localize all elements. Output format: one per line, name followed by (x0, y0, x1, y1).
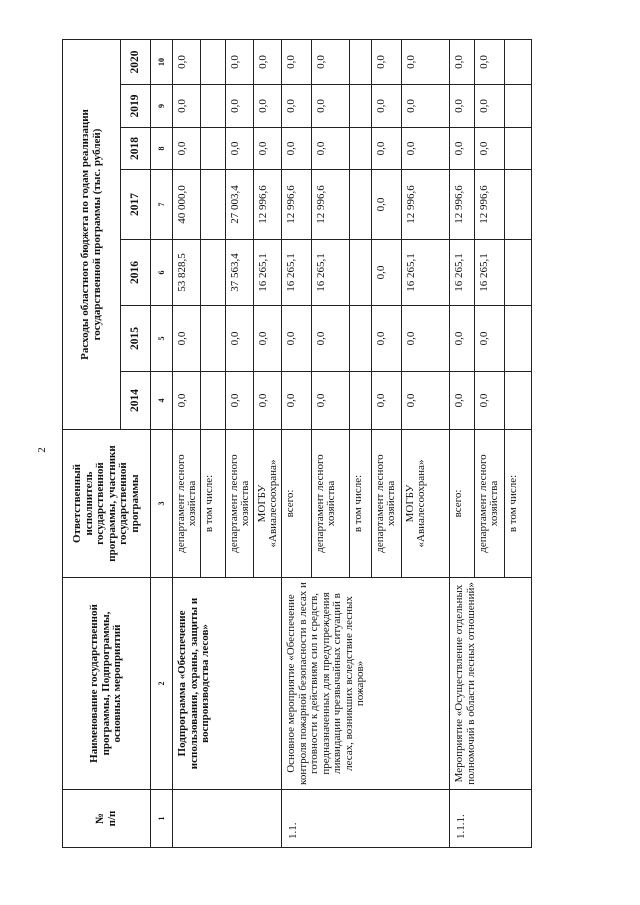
value-2017: 12 996,6 (402, 170, 450, 240)
value-2019 (201, 85, 226, 128)
executor-cell: департамент лесного хозяйства (372, 430, 402, 578)
value-2019 (350, 85, 372, 128)
executor-cell: МОГБУ «Авиалесоохрана» (402, 430, 450, 578)
executor-cell: департамент лесного хозяйства (312, 430, 350, 578)
value-2019: 0,0 (475, 85, 505, 128)
value-2014: 0,0 (282, 372, 312, 430)
value-2015: 0,0 (226, 306, 254, 372)
value-2020: 0,0 (372, 39, 402, 84)
column-number: 8 (151, 128, 173, 170)
value-2015: 0,0 (475, 306, 505, 372)
value-2019: 0,0 (173, 85, 201, 128)
column-number: 4 (151, 372, 173, 430)
value-2015: 0,0 (254, 306, 282, 372)
value-2016: 16 265,1 (254, 240, 282, 306)
header-executor: Ответственный исполнитель государственной программы, участники государственной программы (63, 430, 151, 578)
value-2016: 16 265,1 (475, 240, 505, 306)
value-2016: 16 265,1 (312, 240, 350, 306)
value-2017: 27 003,4 (226, 170, 254, 240)
value-2018 (350, 128, 372, 170)
value-2015 (505, 306, 532, 372)
value-2018: 0,0 (173, 128, 201, 170)
value-2016: 16 265,1 (282, 240, 312, 306)
executor-cell: департамент лесного хозяйства (173, 430, 201, 578)
value-2019: 0,0 (402, 85, 450, 128)
value-2014: 0,0 (173, 372, 201, 430)
header-year-2018: 2018 (121, 128, 151, 170)
value-2015: 0,0 (282, 306, 312, 372)
value-2019: 0,0 (312, 85, 350, 128)
value-2014: 0,0 (226, 372, 254, 430)
value-2018: 0,0 (402, 128, 450, 170)
value-2018: 0,0 (282, 128, 312, 170)
header-year-2020: 2020 (121, 39, 151, 84)
value-2020 (201, 39, 226, 84)
column-number: 6 (151, 240, 173, 306)
column-number: 5 (151, 306, 173, 372)
header-expenses: Расходы областного бюджета по годам реализации государственной программы (тыс. рублей) (63, 39, 121, 429)
row-number: 1.1.1. (450, 790, 532, 848)
value-2014: 0,0 (450, 372, 475, 430)
page-number: 2 (36, 447, 48, 453)
value-2016 (505, 240, 532, 306)
value-2020: 0,0 (402, 39, 450, 84)
value-2019 (505, 85, 532, 128)
header-year-2014: 2014 (121, 372, 151, 430)
executor-cell: МОГБУ «Авиалесоохрана» (254, 430, 282, 578)
value-2018: 0,0 (226, 128, 254, 170)
value-2020 (350, 39, 372, 84)
executor-cell: департамент лесного хозяйства (226, 430, 254, 578)
executor-cell: всего: (450, 430, 475, 578)
value-2014 (201, 372, 226, 430)
column-number: 3 (151, 430, 173, 578)
value-2020: 0,0 (173, 39, 201, 84)
header-year-2019: 2019 (121, 85, 151, 128)
value-2017: 12 996,6 (254, 170, 282, 240)
value-2020: 0,0 (312, 39, 350, 84)
value-2018: 0,0 (312, 128, 350, 170)
subprogram-name: Подпрограмма «Обеспечение использования, охраны, защиты и воспроизводства лесов» (173, 578, 282, 790)
value-2015: 0,0 (372, 306, 402, 372)
executor-cell: в том числе: (505, 430, 532, 578)
header-year-2016: 2016 (121, 240, 151, 306)
value-2018: 0,0 (450, 128, 475, 170)
value-2014: 0,0 (372, 372, 402, 430)
value-2020: 0,0 (282, 39, 312, 84)
event-name: Мероприятие «Осуществление отдельных полномочий в области лесных отношений» (450, 578, 532, 790)
value-2014: 0,0 (254, 372, 282, 430)
column-number: 10 (151, 39, 173, 84)
header-number: № п/п (63, 790, 151, 848)
value-2017: 12 996,6 (282, 170, 312, 240)
budget-table (62, 39, 532, 848)
value-2018: 0,0 (475, 128, 505, 170)
header-year-2017: 2017 (121, 170, 151, 240)
value-2016: 16 265,1 (450, 240, 475, 306)
value-2015: 0,0 (173, 306, 201, 372)
row-number: 1.1. (282, 790, 450, 848)
main-event-name: Основное мероприятие «Обеспечение контроля пожарной безопасности в лесах и готовности к действиям сил и средств, предназначенных для предупреждения ликвидации чрезвычайных ситуаций в лесах, возникших вследствие лесных пожаров» (282, 578, 450, 790)
value-2014 (505, 372, 532, 430)
column-number: 7 (151, 170, 173, 240)
value-2016 (350, 240, 372, 306)
value-2016: 0,0 (372, 240, 402, 306)
value-2020: 0,0 (450, 39, 475, 84)
value-2018: 0,0 (254, 128, 282, 170)
header-year-2015: 2015 (121, 306, 151, 372)
value-2018 (201, 128, 226, 170)
value-2016: 53 828,5 (173, 240, 201, 306)
value-2017: 40 000,0 (173, 170, 201, 240)
column-number: 9 (151, 85, 173, 128)
executor-cell: всего: (282, 430, 312, 578)
column-number: 2 (151, 578, 173, 790)
value-2015: 0,0 (402, 306, 450, 372)
value-2020 (505, 39, 532, 84)
value-2014: 0,0 (312, 372, 350, 430)
value-2020: 0,0 (475, 39, 505, 84)
executor-cell: департамент лесного хозяйства (475, 430, 505, 578)
value-2016 (201, 240, 226, 306)
value-2019: 0,0 (372, 85, 402, 128)
value-2018: 0,0 (372, 128, 402, 170)
value-2019: 0,0 (450, 85, 475, 128)
value-2015: 0,0 (450, 306, 475, 372)
value-2019: 0,0 (282, 85, 312, 128)
value-2015 (201, 306, 226, 372)
value-2018 (505, 128, 532, 170)
value-2014 (350, 372, 372, 430)
value-2015: 0,0 (312, 306, 350, 372)
value-2020: 0,0 (254, 39, 282, 84)
value-2019: 0,0 (226, 85, 254, 128)
header-name: Наименование государственной программы, Подпрограммы, основных мероприятий (63, 578, 151, 790)
value-2017 (201, 170, 226, 240)
column-number: 1 (151, 790, 173, 848)
value-2017: 12 996,6 (450, 170, 475, 240)
value-2017: 12 996,6 (475, 170, 505, 240)
row-number (173, 790, 282, 848)
executor-cell: в том числе: (201, 430, 226, 578)
value-2014: 0,0 (402, 372, 450, 430)
value-2017 (505, 170, 532, 240)
value-2019: 0,0 (254, 85, 282, 128)
value-2016: 37 563,4 (226, 240, 254, 306)
executor-cell: в том числе: (350, 430, 372, 578)
value-2020: 0,0 (226, 39, 254, 84)
value-2015 (350, 306, 372, 372)
value-2016: 16 265,1 (402, 240, 450, 306)
value-2017 (350, 170, 372, 240)
value-2017: 0,0 (372, 170, 402, 240)
value-2017: 12 996,6 (312, 170, 350, 240)
value-2014: 0,0 (475, 372, 505, 430)
